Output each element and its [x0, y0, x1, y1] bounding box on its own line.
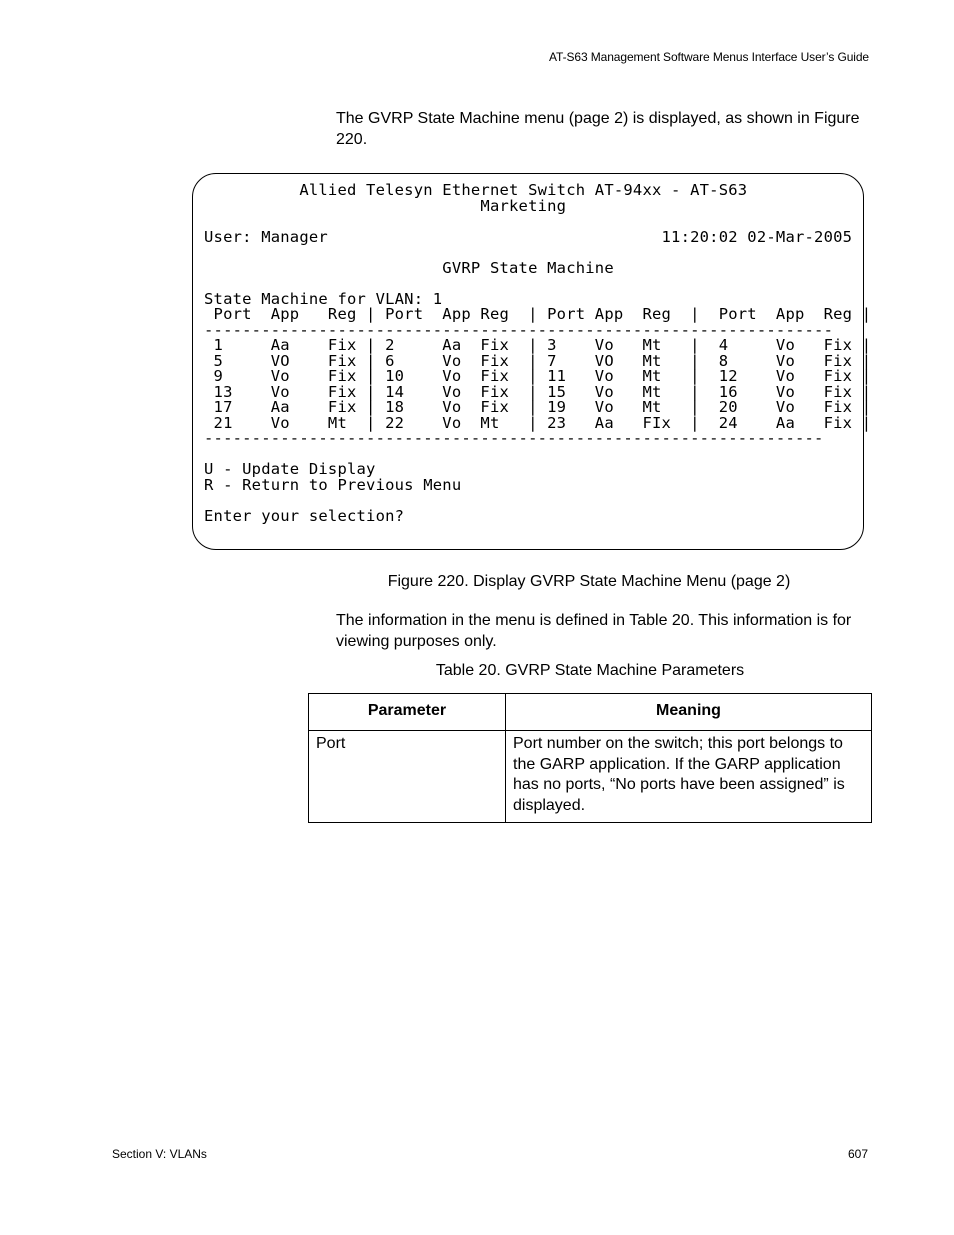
intro-paragraph: The GVRP State Machine menu (page 2) is displayed, as shown in Figure 220. — [336, 110, 860, 148]
figure-caption: Figure 220. Display GVRP State Machine Menu (page 2) — [387, 573, 791, 590]
info-paragraph: The information in the menu is defined in Table 20. This information is for viewing purposes only. — [336, 612, 852, 650]
parameter-cell: Port — [309, 731, 506, 823]
footer-page-number: 607 — [847, 1147, 868, 1161]
footer-section: Section V: VLANs — [112, 1147, 207, 1161]
column-header-parameter: Parameter — [309, 694, 506, 731]
console-screen-figure — [192, 173, 872, 550]
running-header: AT-S63 Management Software Menus Interface User’s Guide — [549, 50, 869, 64]
console-screen-text: Allied Telesyn Ethernet Switch AT-94xx - AT-S63 Marketing User: Manager 11:20:02 02-Mar-2005 GVRP State Machine State Machine for VLAN: 1 Port App Reg | Port App Reg | Port App Reg | Port App Reg | ------------------------------------------------------------------ 1 Aa Fix | 2 Aa Fix | 3 Vo Mt | 4 Vo Fix | 5 VO Fix | 6 Vo Fix | 7 VO Mt | 8 Vo Fix | 9 Vo Fix | 10 Vo Fix | 11 Vo Mt | 12 Vo Fix | 13 Vo Fix | 14 Vo Fix | 15 Vo Mt | 16 Vo Fix | 17 Aa Fix | 18 Vo Fix | 19 Vo Mt | 20 Vo Fix | 21 Vo Mt | 22 Vo Mt | 23 Aa FIx | 24 Aa Fix | ----------------------------------------------------------------- U - Update Display R - Return to Previous Menu Enter your selection? — [204, 181, 872, 525]
table-caption: Table 20. GVRP State Machine Parameters — [435, 662, 745, 679]
table-header-row — [309, 694, 872, 731]
table-row — [309, 731, 872, 823]
parameters-table — [308, 693, 872, 823]
meaning-cell: Port number on the switch; this port belongs to the GARP application. If the GARP application has no ports, “No ports have been assigned” is displayed. — [506, 731, 872, 823]
column-header-meaning: Meaning — [506, 694, 872, 731]
